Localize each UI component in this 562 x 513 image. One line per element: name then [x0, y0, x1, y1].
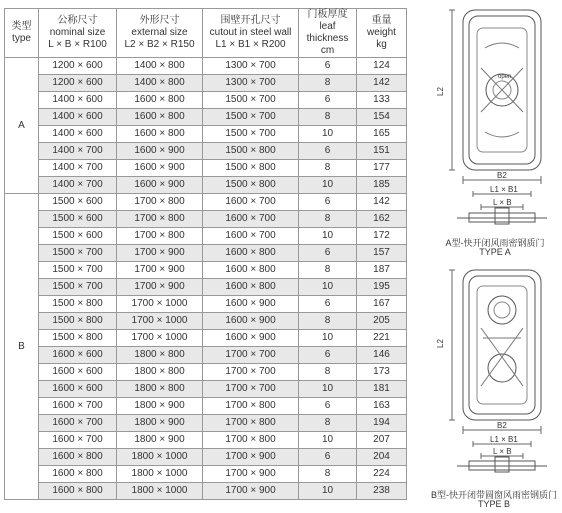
header-external-en: external size	[131, 27, 188, 38]
door-inner-frame	[469, 276, 535, 414]
table-row	[5, 279, 407, 296]
thickness-cell: 6	[299, 143, 357, 160]
type-b-l2-label: L2	[436, 339, 445, 348]
cutout-cell: 1300 × 700	[203, 58, 299, 75]
table-row	[5, 330, 407, 347]
type-b-b2-label: B2	[497, 421, 507, 430]
nominal-size-cell: 1400 × 600	[39, 109, 117, 126]
thickness-cell: 10	[299, 330, 357, 347]
table-row	[5, 143, 407, 160]
header-nominal-dims: L × B × R100	[48, 39, 107, 50]
table-row	[5, 347, 407, 364]
door-handwheel	[488, 354, 516, 382]
table-row	[5, 364, 407, 381]
cutout-cell: 1700 × 800	[203, 398, 299, 415]
cutout-cell: 1600 × 800	[203, 245, 299, 262]
cutout-cell: 1700 × 800	[203, 415, 299, 432]
external-size-cell: 1700 × 1000	[117, 296, 203, 313]
header-nominal-size	[39, 9, 117, 58]
table-row	[5, 483, 407, 500]
type-b-caption-en: TYPE B	[477, 499, 510, 509]
thickness-cell: 6	[299, 245, 357, 262]
porthole-window	[488, 296, 516, 324]
table-row	[5, 92, 407, 109]
weight-cell: 194	[357, 415, 407, 432]
cutout-cell: 1600 × 900	[203, 330, 299, 347]
weight-cell: 185	[357, 177, 407, 194]
header-thickness-zh: 门板厚度	[307, 9, 348, 20]
cutout-cell: 1600 × 900	[203, 296, 299, 313]
external-size-cell: 1700 × 900	[117, 279, 203, 296]
thickness-cell: 10	[299, 228, 357, 245]
thickness-cell: 8	[299, 313, 357, 330]
cutout-cell: 1600 × 700	[203, 211, 299, 228]
cutout-cell: 1700 × 900	[203, 483, 299, 500]
nominal-size-cell: 1600 × 700	[39, 415, 117, 432]
external-size-cell: 1700 × 900	[117, 262, 203, 279]
nominal-size-cell: 1500 × 700	[39, 279, 117, 296]
weight-cell: 195	[357, 279, 407, 296]
weight-cell: 146	[357, 347, 407, 364]
cutout-cell: 1500 × 800	[203, 160, 299, 177]
header-weight	[357, 9, 407, 58]
weight-cell: 165	[357, 126, 407, 143]
table-row	[5, 245, 407, 262]
header-external-size	[117, 9, 203, 58]
table-row	[5, 449, 407, 466]
thickness-cell: 10	[299, 483, 357, 500]
weight-cell: 177	[357, 160, 407, 177]
thickness-cell: 6	[299, 398, 357, 415]
external-size-cell: 1400 × 800	[117, 75, 203, 92]
nominal-size-cell: 1600 × 600	[39, 381, 117, 398]
cutout-cell: 1500 × 700	[203, 92, 299, 109]
table-row	[5, 262, 407, 279]
door-spec-table	[4, 8, 407, 500]
type-b-lb-label: L × B	[493, 447, 512, 456]
cutout-cell: 1600 × 700	[203, 228, 299, 245]
cutout-cell: 1300 × 700	[203, 75, 299, 92]
header-thickness-en: leaf thickness	[306, 21, 349, 44]
weight-cell: 238	[357, 483, 407, 500]
weight-cell: 224	[357, 466, 407, 483]
thickness-cell: 8	[299, 415, 357, 432]
external-size-cell: 1800 × 900	[117, 415, 203, 432]
weight-cell: 172	[357, 228, 407, 245]
header-leaf-thickness	[299, 9, 357, 58]
external-size-cell: 1700 × 1000	[117, 330, 203, 347]
header-type-en: type	[12, 33, 31, 44]
thickness-cell: 6	[299, 347, 357, 364]
type-a-open-label: open	[498, 74, 512, 80]
nominal-size-cell: 1600 × 700	[39, 432, 117, 449]
weight-cell: 173	[357, 364, 407, 381]
door-outer-frame	[463, 270, 541, 420]
thickness-cell: 8	[299, 75, 357, 92]
cutout-cell: 1700 × 900	[203, 466, 299, 483]
type-a-l2-label: L2	[436, 87, 445, 96]
thickness-cell: 10	[299, 126, 357, 143]
header-nominal-en: nominal size	[49, 27, 106, 38]
weight-cell: 151	[357, 143, 407, 160]
table-row	[5, 194, 407, 211]
nominal-size-cell: 1600 × 800	[39, 483, 117, 500]
cutout-cell: 1500 × 700	[203, 109, 299, 126]
thickness-cell: 6	[299, 92, 357, 109]
table-row	[5, 313, 407, 330]
table-row	[5, 296, 407, 313]
nominal-size-cell: 1500 × 600	[39, 211, 117, 228]
external-size-cell: 1800 × 800	[117, 347, 203, 364]
header-weight-zh: 重量	[371, 15, 392, 26]
nominal-size-cell: 1500 × 800	[39, 330, 117, 347]
nominal-size-cell: 1500 × 800	[39, 296, 117, 313]
external-size-cell: 1800 × 900	[117, 398, 203, 415]
nominal-size-cell: 1500 × 700	[39, 262, 117, 279]
cutout-cell: 1500 × 800	[203, 143, 299, 160]
type-a-lb-label: L × B	[493, 198, 512, 207]
thickness-cell: 8	[299, 262, 357, 279]
cutout-cell: 1600 × 700	[203, 194, 299, 211]
type-a-b2-label: B2	[497, 171, 507, 180]
thickness-cell: 10	[299, 432, 357, 449]
nominal-size-cell: 1500 × 600	[39, 194, 117, 211]
external-size-cell: 1800 × 800	[117, 364, 203, 381]
cutout-cell: 1700 × 700	[203, 381, 299, 398]
table-row	[5, 398, 407, 415]
external-size-cell: 1600 × 800	[117, 109, 203, 126]
nominal-size-cell: 1400 × 700	[39, 160, 117, 177]
table-row	[5, 211, 407, 228]
table-row	[5, 160, 407, 177]
header-type-zh: 类型	[11, 21, 32, 32]
type-a-l1b1-label: L1 × B1	[490, 185, 518, 194]
external-size-cell: 1800 × 800	[117, 381, 203, 398]
weight-cell: 124	[357, 58, 407, 75]
external-size-cell: 1600 × 800	[117, 126, 203, 143]
table-row	[5, 432, 407, 449]
type-b-caption-zh: B型-快开闭带圆窗风雨密钢质门	[430, 490, 557, 500]
cutout-cell: 1500 × 700	[203, 126, 299, 143]
cutout-cell: 1700 × 700	[203, 347, 299, 364]
weight-cell: 221	[357, 330, 407, 347]
nominal-size-cell: 1200 × 600	[39, 58, 117, 75]
table-row	[5, 466, 407, 483]
external-size-cell: 1800 × 1000	[117, 483, 203, 500]
thickness-cell: 10	[299, 279, 357, 296]
type-a-cell: A	[5, 58, 39, 194]
external-size-cell: 1700 × 1000	[117, 313, 203, 330]
external-size-cell: 1600 × 900	[117, 143, 203, 160]
weight-cell: 133	[357, 92, 407, 109]
header-cutout-en: cutout in steel wall	[209, 27, 292, 38]
header-external-zh: 外形尺寸	[139, 15, 180, 26]
weight-cell: 167	[357, 296, 407, 313]
table-row	[5, 177, 407, 194]
nominal-size-cell: 1500 × 700	[39, 245, 117, 262]
nominal-size-cell: 1600 × 800	[39, 449, 117, 466]
nominal-size-cell: 1400 × 600	[39, 92, 117, 109]
weight-cell: 154	[357, 109, 407, 126]
header-cutout	[203, 9, 299, 58]
type-a-caption-zh: A型-快开闭风雨密钢质门	[445, 238, 545, 248]
table-row	[5, 109, 407, 126]
type-b-door-drawing	[425, 268, 550, 488]
nominal-size-cell: 1600 × 600	[39, 347, 117, 364]
weight-cell: 207	[357, 432, 407, 449]
type-b-l1b1-label: L1 × B1	[490, 435, 518, 444]
type-b-cell: B	[5, 194, 39, 500]
external-size-cell: 1600 × 800	[117, 92, 203, 109]
external-size-cell: 1800 × 900	[117, 432, 203, 449]
header-cutout-zh: 围壁开孔尺寸	[220, 15, 281, 26]
nominal-size-cell: 1400 × 600	[39, 126, 117, 143]
type-a-door-drawing	[425, 8, 550, 243]
thickness-cell: 8	[299, 466, 357, 483]
table-row	[5, 126, 407, 143]
header-nominal-zh: 公称尺寸	[57, 15, 98, 26]
cutout-cell: 1700 × 900	[203, 449, 299, 466]
nominal-size-cell: 1600 × 800	[39, 466, 117, 483]
header-cutout-dims: L1 × B1 × R200	[215, 39, 286, 50]
table-row	[5, 415, 407, 432]
weight-cell: 162	[357, 211, 407, 228]
weight-cell: 163	[357, 398, 407, 415]
header-weight-unit: kg	[376, 39, 387, 50]
external-size-cell: 1600 × 900	[117, 177, 203, 194]
cutout-cell: 1700 × 800	[203, 432, 299, 449]
table-row	[5, 58, 407, 75]
nominal-size-cell: 1400 × 700	[39, 177, 117, 194]
external-size-cell: 1700 × 800	[117, 194, 203, 211]
thickness-cell: 6	[299, 296, 357, 313]
table-row	[5, 381, 407, 398]
type-a-caption-en: TYPE A	[479, 247, 511, 257]
thickness-cell: 8	[299, 160, 357, 177]
header-weight-en: weight	[367, 27, 396, 38]
thickness-cell: 8	[299, 364, 357, 381]
header-thickness-unit: cm	[320, 45, 335, 56]
thickness-cell: 10	[299, 177, 357, 194]
weight-cell: 142	[357, 75, 407, 92]
nominal-size-cell: 1600 × 600	[39, 364, 117, 381]
nominal-size-cell: 1200 × 600	[39, 75, 117, 92]
external-size-cell: 1800 × 1000	[117, 466, 203, 483]
cutout-cell: 1700 × 700	[203, 364, 299, 381]
external-size-cell: 1700 × 800	[117, 211, 203, 228]
cutout-cell: 1600 × 900	[203, 313, 299, 330]
nominal-size-cell: 1500 × 600	[39, 228, 117, 245]
external-size-cell: 1800 × 1000	[117, 449, 203, 466]
weight-cell: 181	[357, 381, 407, 398]
external-size-cell: 1600 × 900	[117, 160, 203, 177]
external-size-cell: 1400 × 800	[117, 58, 203, 75]
thickness-cell: 8	[299, 211, 357, 228]
thickness-cell: 10	[299, 381, 357, 398]
header-external-dims: L2 × B2 × R150	[124, 39, 195, 50]
nominal-size-cell: 1600 × 700	[39, 398, 117, 415]
nominal-size-cell: 1500 × 800	[39, 313, 117, 330]
weight-cell: 157	[357, 245, 407, 262]
thickness-cell: 8	[299, 109, 357, 126]
cutout-cell: 1500 × 800	[203, 177, 299, 194]
thickness-cell: 6	[299, 194, 357, 211]
cutout-cell: 1600 × 800	[203, 262, 299, 279]
header-type	[5, 9, 39, 58]
table-row	[5, 75, 407, 92]
thickness-cell: 6	[299, 58, 357, 75]
weight-cell: 205	[357, 313, 407, 330]
thickness-cell: 6	[299, 449, 357, 466]
weight-cell: 187	[357, 262, 407, 279]
cutout-cell: 1600 × 800	[203, 279, 299, 296]
external-size-cell: 1700 × 900	[117, 245, 203, 262]
nominal-size-cell: 1400 × 700	[39, 143, 117, 160]
table-header-row	[5, 9, 407, 58]
weight-cell: 204	[357, 449, 407, 466]
external-size-cell: 1700 × 800	[117, 228, 203, 245]
table-row	[5, 228, 407, 245]
weight-cell: 142	[357, 194, 407, 211]
